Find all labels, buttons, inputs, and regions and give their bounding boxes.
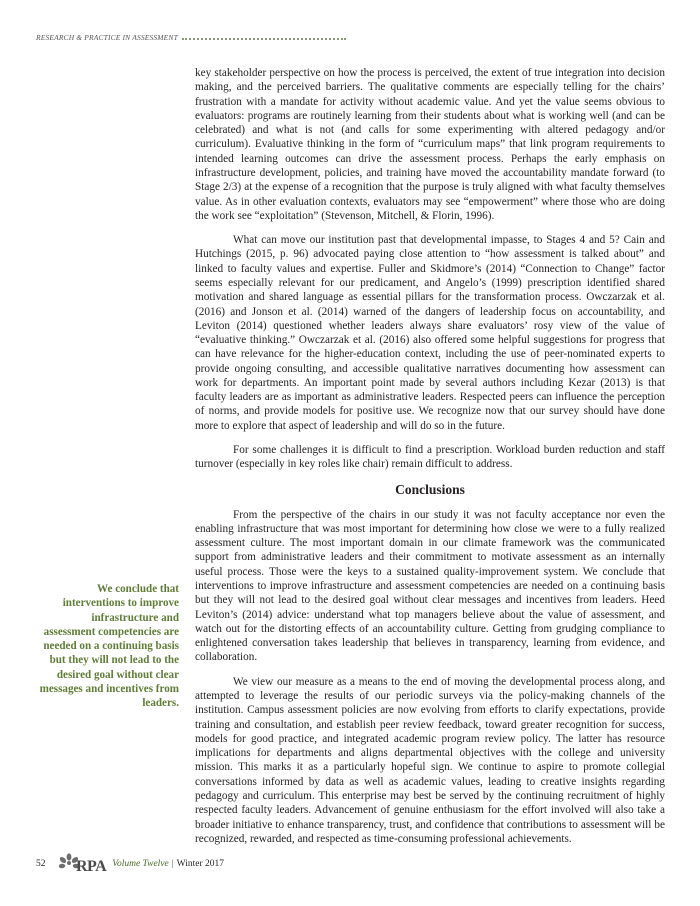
main-column [195,66,665,856]
issue-label: Winter 2017 [176,859,225,869]
body-paragraph: What can move our institution past that developmental impasse, to Stages 4 and 5? Cain and Hutchings (2015, p. 96) advocated paying close attention to “how assessment is talked about” and linked to faculty values and expertise. Fuller and Skidmore’s (2014) “Connection to Change” factor seems especially relevant for our predicament, and Angelo’s (1999) prescription identified shared motivation and shared language as essential pillars for the transformation process. Owczarzak et al. (2016) and Jonson et al. (2014) warned of the dangers of leadership focus on accountability, and Leviton (2014) questioned whether leaders always share evaluators’ rosy view of the value of “evaluative thinking.” Owczarzak et al. (2016) also offered some helpful suggestions for progress that can have relevance for the higher-education context, including the use of peer-nominated experts to provide ongoing consulting, and accessible qualitative narratives documenting how assessment can work for departments. An important point made by several authors including Kezar (2013) is that faculty leaders are as important as administrative leaders. Respected peers can influence the perception of norms, and provide models for positive use. We recognize now that our survey should have done more to explore that aspect of leadership and will do so in the future. [195,234,665,432]
footer-separator: | [171,859,174,869]
section-heading-conclusions: Conclusions [395,481,465,497]
body-paragraph: For some challenges it is difficult to find a prescription. Workload burden reduction and staff turnover (especially in key roles like chair) remain difficult to address. [195,444,665,471]
body-paragraph: key stakeholder perspective on how the process is perceived, the extent of true integration into decision making, and the perceived barriers. The qualitative comments are especially telling for the chairs’ frustration with a mandate for activity without academic value. And yet the value seems obvious to evaluators: programs are routinely learning from their students about what is working well (and can be celebrated) and what is not (and calls for some experimenting with altered pedagogy and/or curriculum). Evaluative thinking in the form of “curriculum maps” that link program requirements to intended learning outcomes can drive the assessment process. Perhaps the early emphasis on infrastructure development, policies, and training have moved the accountability mandate forward (to Stage 2/3) at the expense of a recognition that the purpose is truly aligned with what faculty themselves value. As in other evaluation contexts, evaluators may see “empowerment” where those who are doing the work see “exploitation” (Stevenson, Mitchell, & Florin, 1996). [195,67,665,222]
logo-text: RPA [76,858,107,875]
page-footer [36,853,224,875]
volume-label: Volume Twelve [112,859,169,869]
page-number: 52 [36,859,46,869]
running-header [36,33,346,42]
pull-quote: We conclude that interventions to improve infrastructure and assessment competencies are needed on a continuing basis but they will not lead to the desired goal without clear messages and incentives from leaders. [39,583,179,710]
journal-title: RESEARCH & PRACTICE IN ASSESSMENT [36,33,178,42]
rpa-logo [58,853,106,875]
header-dotted-rule [182,38,346,40]
body-paragraph: We view our measure as a means to the end of moving the developmental process along, and attempted to leverage the results of our periodic surveys via the policy-making channels of the institution. Campus assessment policies are now evolving from efforts to clarify expectations, provide training and consultation, and establish peer review feedback, toward greater recognition for success, models for good practice, and integrated academic program review policy. The latter has resource implications for departments and aligns departmental objectives with the college and university mission. This marks it as a particularly hopeful sign. We continue to aspire to promote collegial conversations informed by data as well as academic values, leading to creative insights regarding pedagogy and curriculum. This enterprise may best be served by the continuing recruitment of highly respected faculty leaders. Advancement of genuine enthusiasm for the effort involved will also take a broader initiative to enhance transparency, trust, and confidence that contributions to assessment will be recognized, rewarded, and respected as time-consuming professional achievements. [195,675,665,845]
body-paragraph: From the perspective of the chairs in our study it was not faculty acceptance nor even the enabling infrastructure that was most important for determining how close we were to a fully realized assessment culture. The most important domain in our climate framework was the communicated support from administrative leaders and their commitment to motivate assessment as an internally useful process. Those were the keys to a sustained quality-improvement system. We conclude that interventions to improve infrastructure and assessment competencies are needed on a continuing basis but they will not lead to the desired goal without clear messages and incentives from leaders. Heed Leviton’s (2014) advice: understand what top managers believe about the value of assessment, and watch out for the distorting effects of an accountability culture. Getting from grudging compliance to enlightened conversation takes leadership that believes in transparency, learning from evidence, and collaboration. [195,508,665,664]
